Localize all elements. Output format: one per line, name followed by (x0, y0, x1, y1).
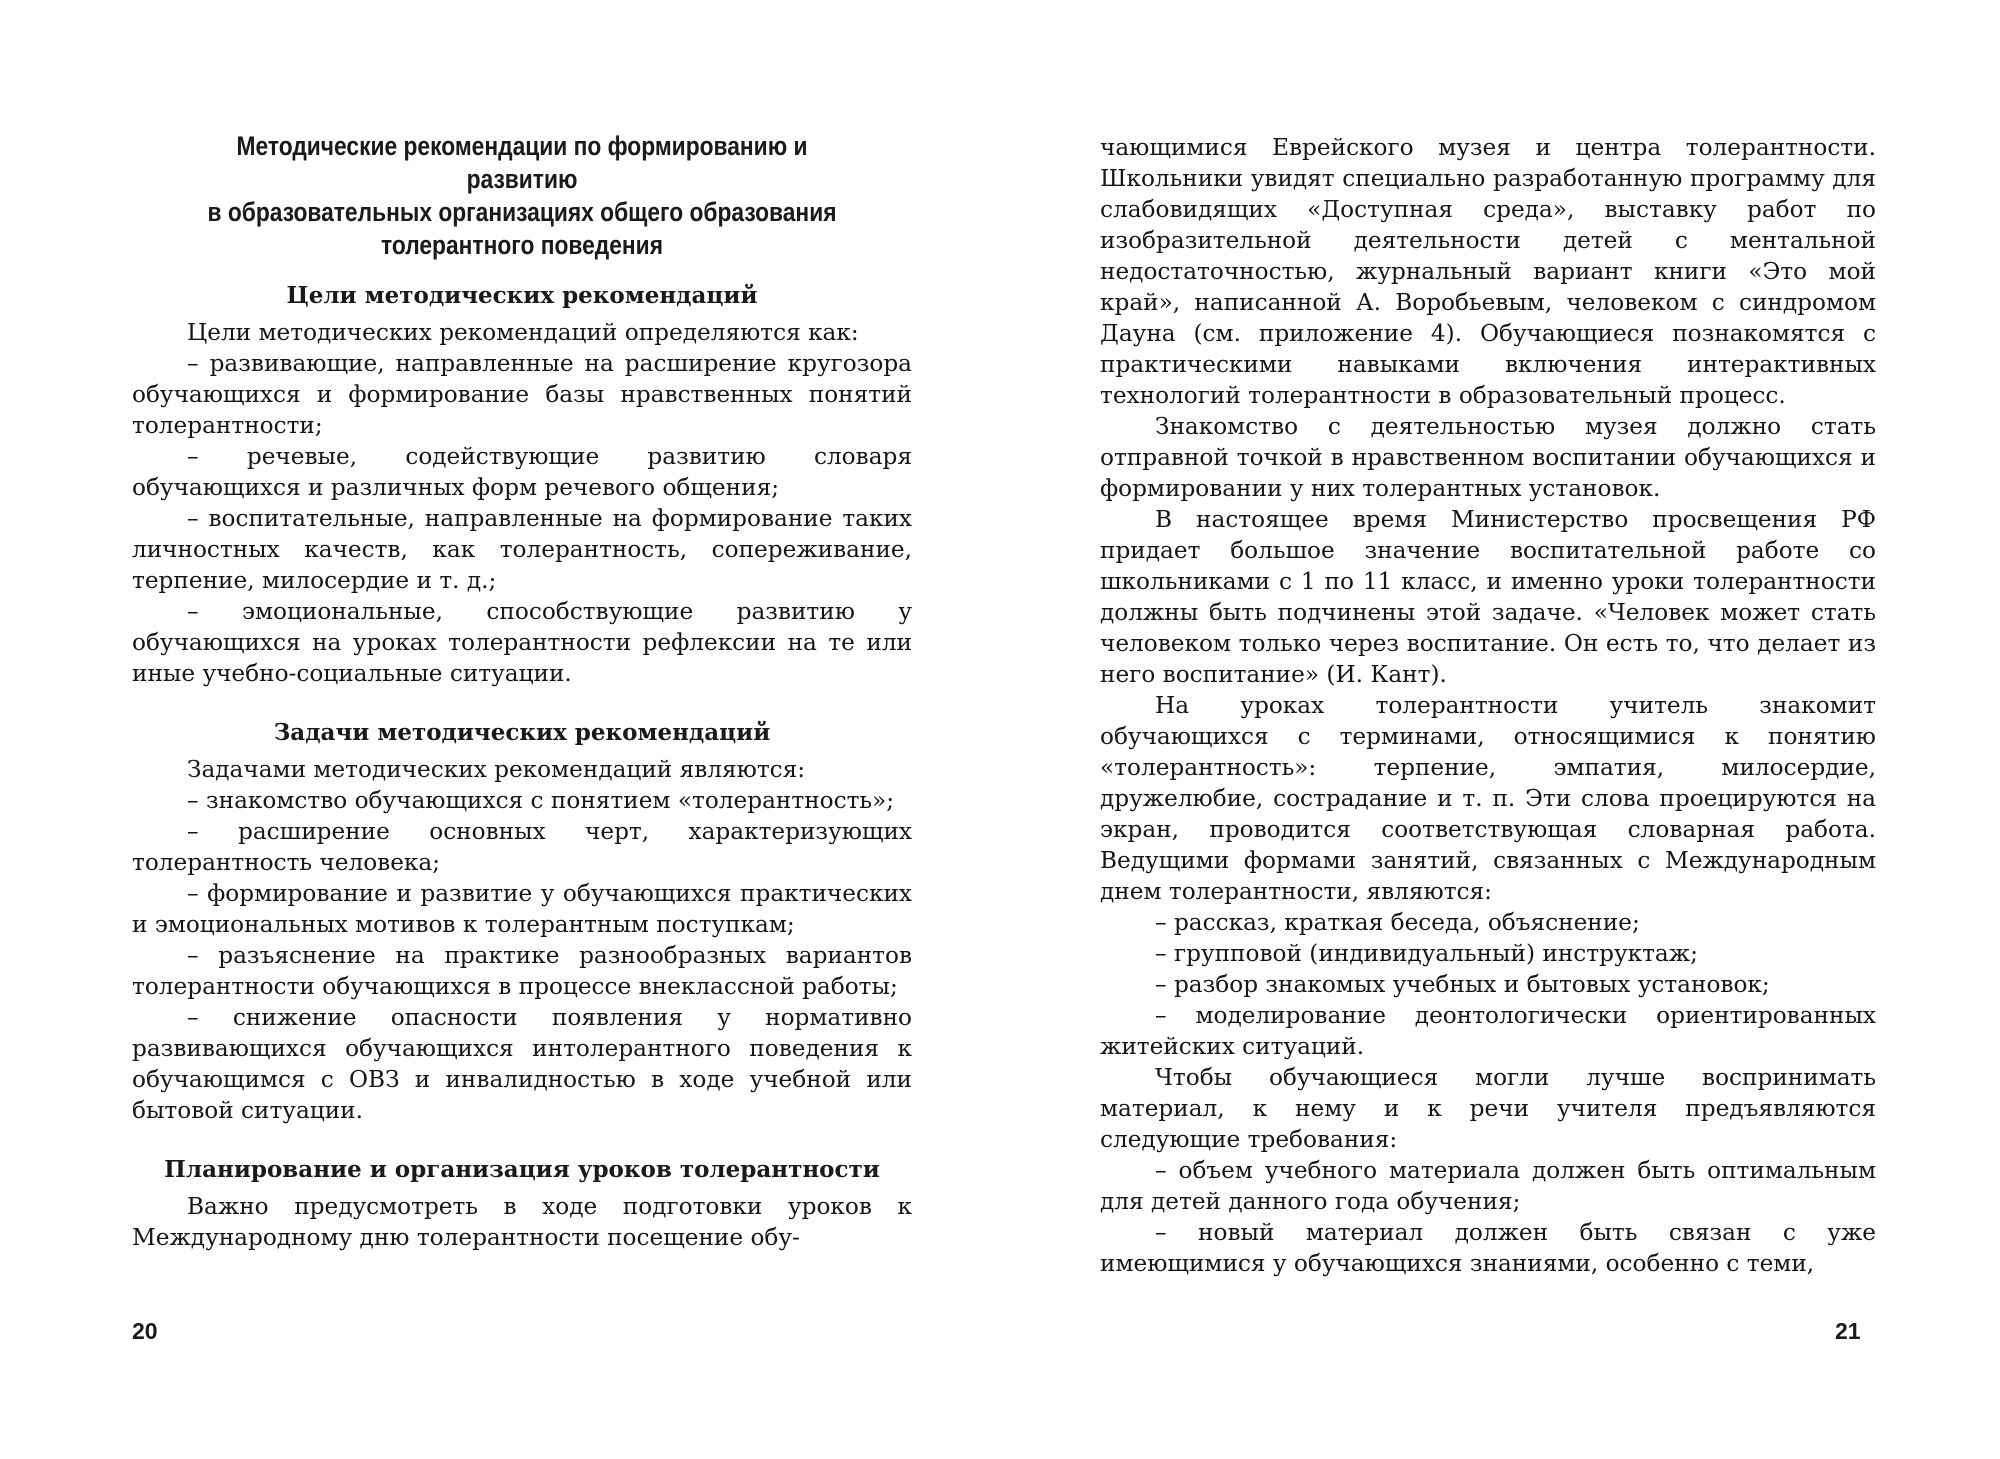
title-line: в образовательных организациях общего образования (207, 197, 837, 227)
paragraph: Важно предусмотреть в ходе подготовки уроков к Международному дню толерантности посещение обу- (132, 1193, 912, 1251)
paragraph: На уроках толерантности учитель знакомит обучающихся с терминами, относящимися к понятию «толерантность»: терпение, эмпатия, милосердие, дружелюбие, сострадание и т. п. Эти слова проецируются на экран, проводится соответствующая словарная работа. Ведущими формами занятий, связанных с Международным днем толерантности, являются: (1100, 692, 1876, 905)
list-item: – разбор знакомых учебных и бытовых установок; (1155, 971, 1770, 998)
page-number: 21 (1835, 1318, 1861, 1344)
paragraph: Чтобы обучающиеся могли лучше воспринимать материал, к нему и к речи учителя предъявляются следующие требования: (1100, 1064, 1876, 1153)
list-item: – снижение опасности появления у нормативно развивающихся обучающихся интолерантного поведения к обучающимся с ОВЗ и инвалидностью в ходе учебной или бытовой ситуации. (132, 1004, 912, 1124)
list-item: – речевые, содействующие развитию словаря обучающихся и различных форм речевого общения; (132, 443, 912, 501)
list-item: – объем учебного материала должен быть оптимальным для детей данного года обучения; (1100, 1157, 1876, 1215)
list-item: – групповой (индивидуальный) инструктаж; (1155, 940, 1698, 967)
page-title (187, 130, 858, 262)
list-item: – расширение основных черт, характеризующих толерантность человека; (132, 818, 912, 876)
section-heading-tasks: Задачи методических рекомендаций (273, 719, 771, 746)
title-line: толерантного поведения (380, 230, 663, 260)
list-item: – развивающие, направленные на расширение кругозора обучающихся и формирование базы нравственных понятий толерантности; (132, 350, 912, 439)
list-item: – формирование и развитие у обучающихся практических и эмоциональных мотивов к толерантным поступкам; (132, 880, 912, 938)
left-page-text (132, 130, 912, 1253)
title-line: Методические рекомендации по формированию и развитию (236, 131, 808, 194)
paragraph: В настоящее время Министерство просвещения РФ придает большое значение воспитательной работе со школьниками с 1 по 11 класс, и именно уроки толерантности должны быть подчинены этой задаче. «Человек может стать человеком только через воспитание. Он есть то, что делает из него воспитание» (И. Кант). (1100, 506, 1876, 688)
right-page-text (1100, 132, 1876, 1279)
paragraph: чающимися Еврейского музея и центра толерантности. Школьники увидят специально разработанную программу для слабовидящих «Доступная среда», выставку работ по изобразительной деятельности детей с ментальной недостаточностью, журнальный вариант книги «Это мой край», написанной А. Воробьевым, человеком с синдромом Дауна (см. приложение 4). Обучающиеся познакомятся с практическими навыками включения интерактивных технологий толерантности в образовательный процесс. (1100, 134, 1876, 409)
paragraph: Задачами методических рекомендаций являются: (187, 756, 806, 783)
list-item: – разъяснение на практике разнообразных вариантов толерантности обучающихся в процессе внеклассной работы; (132, 942, 912, 1000)
list-item: – эмоциональные, способствующие развитию у обучающихся на уроках толерантности рефлексии на те или иные учебно-социальные ситуации. (132, 598, 912, 687)
page-number: 20 (132, 1318, 158, 1344)
list-item: – моделирование деонтологически ориентированных житейских ситуаций. (1100, 1002, 1876, 1060)
list-item: – рассказ, краткая беседа, объяснение; (1155, 909, 1640, 936)
section-heading-goals: Цели методических рекомендаций (286, 282, 758, 309)
paragraph: Знакомство с деятельностью музея должно стать отправной точкой в нравственном воспитании обучающихся и формировании у них толерантных установок. (1100, 413, 1876, 502)
list-item: – знакомство обучающихся с понятием «толерантность»; (187, 787, 895, 814)
section-heading-planning: Планирование и организация уроков толерантности (164, 1156, 880, 1183)
list-item: – воспитательные, направленные на формирование таких личностных качеств, как толерантность, сопереживание, терпение, милосердие и т. д.; (132, 505, 912, 594)
right-page (1000, 0, 2000, 1459)
paragraph: Цели методических рекомендаций определяются как: (187, 319, 859, 346)
list-item: – новый материал должен быть связан с уже имеющимися у обучающихся знаниями, особенно с теми, (1100, 1219, 1876, 1277)
